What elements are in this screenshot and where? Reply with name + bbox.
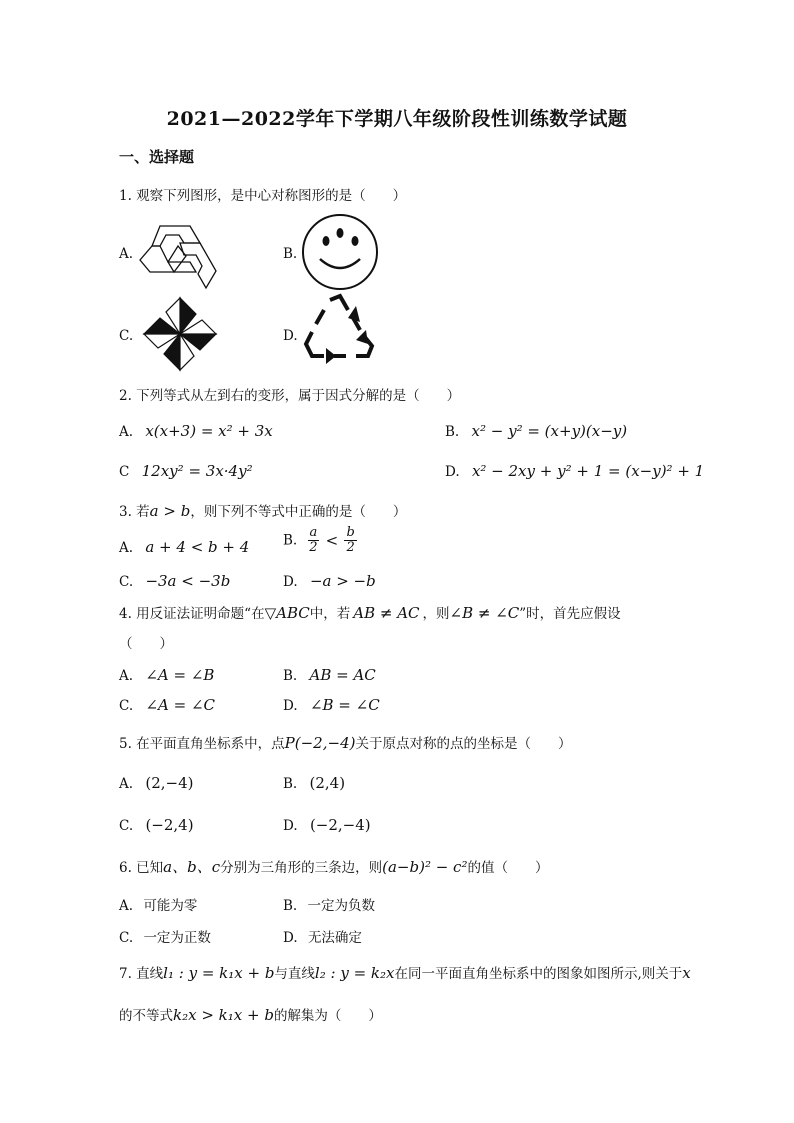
q3-stem-pre: 3. 若 — [119, 504, 150, 520]
q5-option-a-expr: (2,−4) — [145, 774, 194, 792]
q6-stem-mid: 分别为三角形的三条边，则 — [220, 860, 383, 876]
q6-option-c-text: 一定为正数 — [143, 930, 211, 946]
q6-option-d-label: D. — [283, 930, 298, 946]
q4-option-c[interactable] — [119, 696, 215, 714]
q4-option-b-expr: AB = AC — [309, 666, 376, 684]
q6-option-b-label: B. — [283, 898, 298, 914]
q3-condition: a > b — [149, 502, 191, 520]
q2-option-b-label: B. — [445, 424, 460, 440]
q2-option-b[interactable] — [445, 422, 627, 440]
q5-stem-post: 关于原点对称的点的坐标是（ ） — [355, 736, 572, 752]
recycle-arrows-figure — [300, 292, 376, 372]
q3-option-a[interactable] — [119, 538, 249, 556]
q3-option-c-label: C. — [119, 574, 134, 590]
q1-option-c-label[interactable]: C. — [119, 328, 134, 344]
q4-option-b[interactable] — [283, 666, 376, 684]
question-5-stem — [119, 732, 571, 752]
q4-stem-mid1: 中，若 — [309, 606, 351, 622]
q7-var-x: x — [682, 964, 691, 982]
q7-stem-pre: 7. 直线 — [119, 966, 164, 982]
question-4-stem-line2: （ ） — [119, 636, 173, 652]
q4-option-a-label: A. — [119, 668, 134, 684]
q5-option-b-label: B. — [283, 776, 298, 792]
q7-line2-post: 的解集为（ ） — [273, 1008, 382, 1024]
q3-option-b-frac-left: $\frac{a}{2}$ — [309, 525, 318, 555]
q4-option-c-expr: ∠A = ∠C — [145, 696, 215, 714]
q5-stem-pre: 5. 在平面直角坐标系中，点 — [119, 736, 285, 752]
question-4-stem — [119, 602, 621, 622]
q2-option-a-expr: x(x+3) = x² + 3x — [145, 422, 273, 440]
q5-option-b-expr: (2,4) — [309, 774, 346, 792]
question-2-stem: 2. 下列等式从左到右的变形，属于因式分解的是（ ） — [119, 388, 461, 404]
q7-line-2: l₂ : y = k₂x — [314, 964, 395, 982]
q5-option-a[interactable] — [119, 774, 193, 792]
q5-option-d-label: D. — [283, 818, 298, 834]
q1-option-b-label[interactable]: B. — [283, 246, 298, 262]
question-7-stem-line2 — [119, 1004, 382, 1024]
q2-option-c[interactable] — [119, 462, 253, 480]
q3-option-c[interactable] — [119, 572, 230, 590]
q7-line-1: l₁ : y = k₁x + b — [163, 964, 275, 982]
q4-condition-1: AB ≠ AC — [353, 604, 420, 622]
page-title: 2021—2022学年下学期八年级阶段性训练数学试题 — [166, 108, 628, 130]
q6-stem-post: 的值（ ） — [467, 860, 549, 876]
q3-option-a-label: A. — [119, 540, 134, 556]
q7-stem-mid: 与直线 — [274, 966, 315, 982]
q5-option-d[interactable] — [283, 816, 371, 834]
question-3-stem — [119, 500, 406, 520]
q2-option-d-expr: x² − 2xy + y² + 1 = (x−y)² + 1 — [471, 462, 705, 480]
q4-condition-2: ∠B ≠ ∠C — [449, 604, 520, 622]
q6-option-b[interactable] — [283, 894, 375, 914]
q2-option-b-expr: x² − y² = (x+y)(x−y) — [471, 422, 628, 440]
q2-option-c-expr: 12xy² = 3x·4y² — [141, 462, 253, 480]
q6-option-a-text: 可能为零 — [143, 898, 198, 914]
q6-option-d[interactable] — [283, 926, 362, 946]
q6-vars: a、b、c — [163, 858, 221, 876]
q7-stem-post: 在同一平面直角坐标系中的图象如图所示,则关于 — [394, 966, 683, 982]
q7-line2-pre: 的不等式 — [119, 1008, 173, 1024]
q1-option-d-label[interactable]: D. — [283, 328, 298, 344]
q5-option-c[interactable] — [119, 816, 194, 834]
q4-option-a[interactable] — [119, 666, 214, 684]
q1-option-a-label[interactable]: A. — [119, 246, 134, 262]
q3-option-c-expr: −3a < −3b — [145, 572, 231, 590]
q2-option-d[interactable] — [445, 462, 704, 480]
q7-inequality: k₂x > k₁x + b — [173, 1006, 274, 1024]
recycle-hexagon-figure — [138, 216, 222, 290]
q3-option-d-label: D. — [283, 574, 298, 590]
q3-option-b-frac-right: $\frac{b}{2}$ — [346, 525, 355, 555]
q5-option-d-expr: (−2,−4) — [309, 816, 371, 834]
section-heading: 一、选择题 — [119, 148, 195, 166]
q6-stem-pre: 6. 已知 — [119, 860, 164, 876]
q3-option-b[interactable] — [283, 526, 359, 555]
q4-option-c-label: C. — [119, 698, 134, 714]
q6-expr: (a−b)² − c² — [382, 858, 468, 876]
q6-option-a-label: A. — [119, 898, 134, 914]
q4-stem-mid2: ，则 — [422, 606, 450, 622]
q5-option-c-expr: (−2,4) — [145, 816, 194, 834]
q4-option-a-expr: ∠A = ∠B — [145, 666, 215, 684]
q6-option-a[interactable] — [119, 894, 197, 914]
q5-option-b[interactable] — [283, 774, 345, 792]
question-1-stem: 1. 观察下列图形，是中心对称图形的是（ ） — [119, 188, 407, 204]
q2-option-c-label: C — [119, 464, 130, 480]
question-7-stem — [119, 962, 691, 982]
q6-option-c-label: C. — [119, 930, 134, 946]
q4-option-d-expr: ∠B = ∠C — [309, 696, 380, 714]
q3-option-d-expr: −a > −b — [309, 572, 376, 590]
q4-stem-pre: 4. 用反证法证明命题“在 — [119, 606, 265, 622]
question-6-stem — [119, 856, 548, 877]
q2-option-d-label: D. — [445, 464, 460, 480]
q6-option-c[interactable] — [119, 926, 211, 946]
q3-option-d[interactable] — [283, 572, 376, 590]
q4-option-b-label: B. — [283, 668, 298, 684]
q5-option-a-label: A. — [119, 776, 134, 792]
q6-option-b-text: 一定为负数 — [307, 898, 376, 914]
q5-option-c-label: C. — [119, 818, 134, 834]
q4-stem-post: ”时，首先应假设 — [519, 606, 621, 622]
q6-option-d-text: 无法确定 — [307, 930, 362, 946]
q4-option-d-label: D. — [283, 698, 298, 714]
q5-point: P(−2,−4) — [284, 734, 356, 752]
pinwheel-figure — [140, 296, 220, 372]
q4-option-d[interactable] — [283, 696, 380, 714]
q3-option-b-label: B. — [283, 532, 298, 549]
q4-triangle: ▽ABC — [264, 604, 310, 622]
q3-option-b-lt: < — [325, 531, 339, 550]
q2-option-a-label: A. — [119, 424, 134, 440]
smiley-face-figure — [300, 212, 380, 292]
q3-option-a-expr: a + 4 < b + 4 — [145, 538, 250, 556]
q2-option-a[interactable] — [119, 422, 273, 440]
q3-stem-post: ，则下列不等式中正确的是（ ） — [190, 504, 407, 520]
